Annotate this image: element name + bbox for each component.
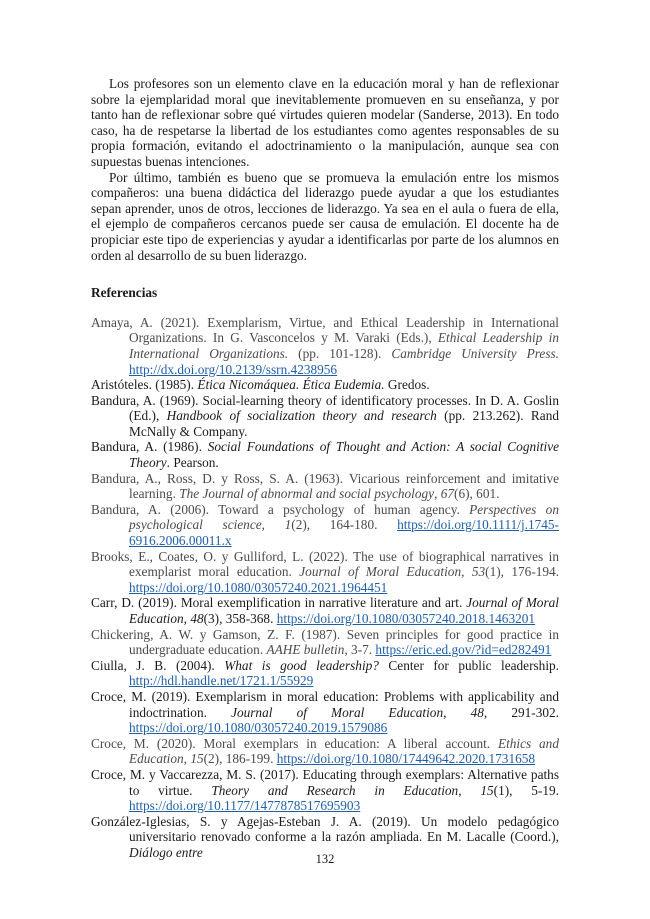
reference-entry [91,767,559,814]
reference-link[interactable]: http://dx.doi.org/10.2139/ssrn.4238956 [129,361,338,377]
reference-entry [91,393,559,440]
reference-volume: 48 [470,704,484,720]
reference-text: . Pearson. [166,455,219,471]
reference-title: Ética Nicomáquea. Ética Eudemia. [197,377,385,393]
reference-text: Carr, D. (2019). Moral exemplification in narrative literature and art. [91,595,467,611]
reference-title: Journal of Moral Education [299,564,462,580]
reference-text: Croce, M. (2019). Exemplarism in moral education: Problems with applicability and indoctrination. [91,688,559,720]
reference-text: , [458,782,481,798]
reference-text: Amaya, A. (2021). Exemplarism, Virtue, and Ethical Leadership in International Organizations. In G. Vasconcelos y M. Varaki (Eds.), [91,314,559,346]
reference-entry [91,502,559,549]
reference-link[interactable]: https://doi.org/10.1080/03057240.2018.1463201 [276,611,536,626]
reference-text: (6), 601. [454,486,500,502]
reference-text: , [183,751,191,767]
reference-volume: 15 [480,782,494,798]
body-paragraph: Por último, también es bueno que se promueva la emulación entre los mismos compañeros: una buena didáctica del liderazgo puede ayudar a que los estudiantes sepan aprender, unos de otros, lecciones de liderazgo. Ya sea en el aula o fuera de ella, el ejemplo de compañeros cercanos puede ser causa de emulación. El docente ha de propiciar este tipo de experiencias y ayudar a identificarlas por parte de los alumnos en orden al desarrollo de su buen liderazgo. [91,169,559,263]
reference-text: Ciulla, J. B. (2004). [91,657,225,673]
reference-text: González-Iglesias, S. y Agejas-Esteban J. A. (2019). Un modelo pedagógico universitario renovado conforme a la razón ampliada. En M. Lacalle (Coord.), [91,813,559,845]
reference-entry [91,658,559,689]
reference-text: Croce, M. y Vaccarezza, M. S. (2017). Educating through exemplars: Alternative paths to virtue. [91,766,559,798]
reference-text: Bandura, A. (2006). Toward a psychology of human agency. [91,501,470,517]
reference-text: Bandura, A. (1986). [91,439,208,455]
reference-text: (pp. 213.262). Rand McNally & Company. [129,408,560,439]
reference-text: , [461,564,472,580]
reference-title: Social Foundations of Thought and Action: A social Cognitive Theory [129,439,559,471]
reference-text: (3), 358-368. [203,611,277,626]
reference-title: Perspectives on psychological science [129,501,559,533]
body-paragraph: Los profesores son un elemento clave en la educación moral y han de reflexionar sobre la ejemplaridad moral que inevitablemente promueven en su enseñanza, y por tanto han de reflexionar sobre qué virtudes quieren modelar (Sanderse, 2013). En todo caso, ha de respetarse la libertad de los estudiantes como agentes responsables de su propia formación, evitando el adoctrinamiento o la manipulación, aunque sea con supuestas buenas intenciones. [91,76,559,169]
reference-title: The Journal of abnormal and social psychology [179,486,435,502]
reference-text: Chickering, A. W. y Gamson, Z. F. (1987). Seven principles for good practice in undergraduate education. [91,626,559,658]
reference-link[interactable]: http://hdl.handle.net/1721.1/55929 [129,673,314,689]
reference-text: , 3-7. [344,642,376,658]
reference-text: Bandura, A. (1969). Social-learning theory of identificatory processes. In D. A. Goslin (Ed.), [91,392,559,424]
reference-entry [91,627,559,658]
reference-title: Handbook of socialization theory and research [166,408,437,424]
reference-text: Croce, M. (2020). Moral exemplars in education: A liberal account. [91,735,498,751]
reference-text: (1), 176-194. [485,564,560,580]
reference-text: (pp. 101-128). [288,345,392,361]
reference-entry [91,439,559,470]
reference-entry [91,471,559,502]
reference-entry [91,549,559,596]
reference-volume: Cambridge University Press. [391,345,559,361]
reference-text: , [443,704,471,720]
reference-title: What is good leadership? [224,657,379,673]
reference-link[interactable]: https://doi.org/10.1080/03057240.2019.1579086 [129,720,388,736]
reference-volume: 53 [471,564,486,580]
reference-text: Center for public leadership. [378,657,560,673]
reference-volume: 15 [190,751,204,767]
reference-volume: 1 [284,517,292,533]
references-heading: Referencias [91,285,158,301]
reference-text: (2), 164-180. [291,517,398,533]
reference-title: Journal of Moral Education [231,704,444,720]
reference-text: Brooks, E., Coates, O. y Gulliford, L. (2022). The use of biographical narratives in exemplarist moral education. [91,548,559,580]
reference-title: AAHE bulletin [266,642,345,658]
reference-text: , [183,611,191,626]
page-content [91,76,559,861]
reference-title: Ethical Leadership in International Organizations. [129,330,559,361]
reference-title: Diálogo entre [129,844,203,860]
reference-entry [91,595,559,626]
reference-volume: 48 [190,611,204,626]
reference-link[interactable]: https://doi.org/10.1177/1477878517695903 [129,798,361,814]
reference-title: Journal of Moral Education [129,595,559,626]
reference-text: Gredos. [384,377,430,393]
reference-title: Theory and Research in Education [211,782,459,798]
reference-text: (1), 5-19. [493,782,560,798]
reference-title: Ethics and Education [129,735,559,767]
reference-text: Aristóteles. (1985). [91,377,198,393]
reference-entry [91,377,559,393]
reference-link[interactable]: https://doi.org/10.1111/j.1745-6916.2006.00011.x [129,517,559,549]
reference-text: , [434,486,441,502]
reference-entry [91,736,559,767]
references-list [91,315,559,861]
reference-link[interactable]: https://eric.ed.gov/?id=ed282491 [375,642,552,658]
reference-link[interactable]: https://doi.org/10.1080/17449642.2020.1731658 [276,751,536,767]
reference-text: Bandura, A., Ross, D. y Ross, S. A. (1963). Vicarious reinforcement and imitative learning. [91,470,559,502]
reference-text: , [261,517,285,533]
reference-text: (2), 186-199. [203,751,277,767]
reference-entry [91,689,559,736]
reference-entry [91,315,559,377]
reference-text: , 291-302. [483,704,559,720]
page-number: 132 [315,852,335,866]
reference-volume: 67 [440,486,455,502]
reference-link[interactable]: https://doi.org/10.1080/03057240.2021.1964451 [129,579,388,595]
